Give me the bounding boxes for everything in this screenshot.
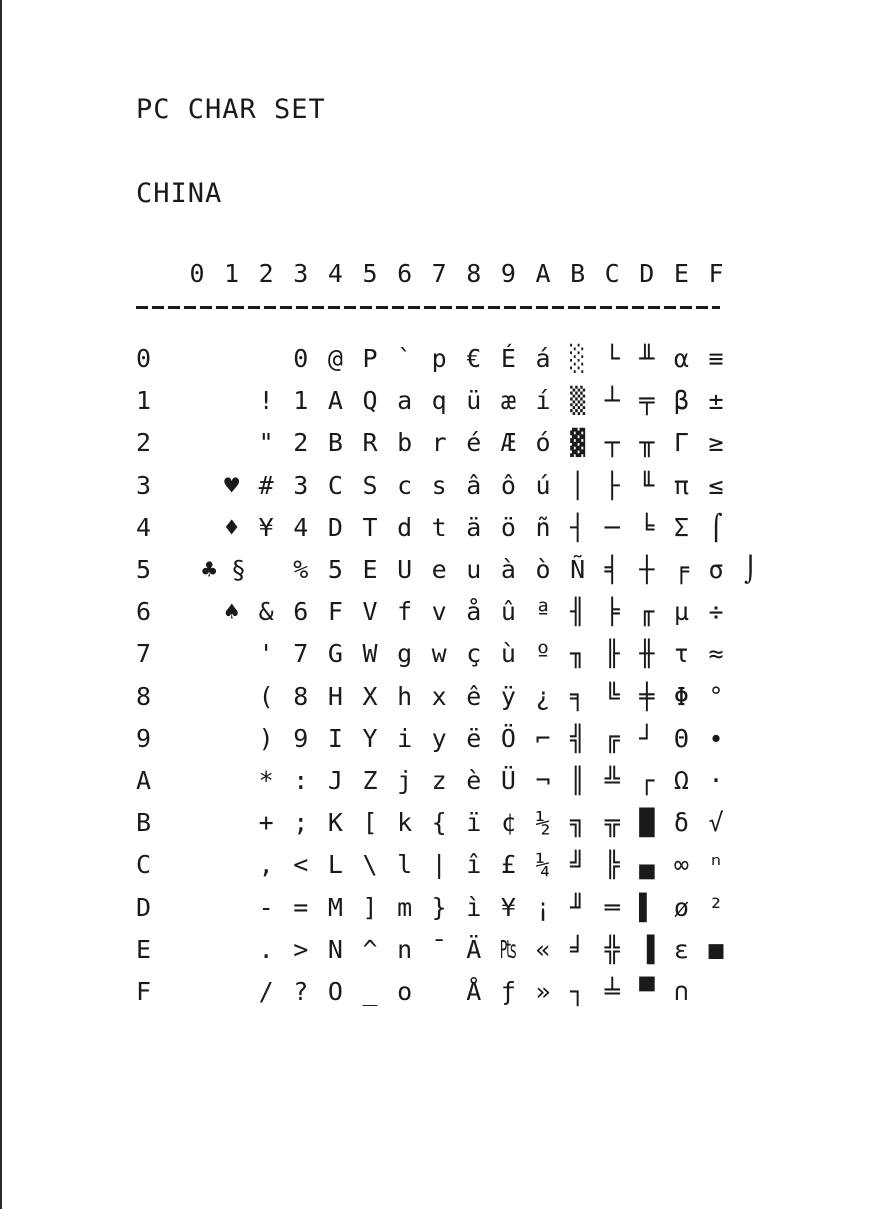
char-cell: δ [673,808,689,838]
char-cell: ┼ [639,555,655,584]
row-label-C: C [136,850,152,880]
row-label-F: F [136,977,152,1006]
char-cell: - [258,892,274,922]
header-divider [136,306,720,311]
char-cell: ½ [535,808,551,838]
char-cell: ╣ [570,723,586,753]
char-cell: Ä [466,934,482,964]
char-cell: 7 [293,639,309,669]
char-cell: ╛ [570,934,586,964]
column-header-F: F [708,259,724,288]
char-cell: ▐ [639,934,655,964]
char-cell: 2 [293,428,309,458]
char-cell: â [466,470,482,500]
char-cell: » [535,977,551,1006]
row-label-8: 8 [136,681,152,711]
char-cell: w [431,639,447,669]
char-cell: x [431,681,447,711]
char-cell: % [293,555,309,584]
char-cell: █ [639,808,655,838]
char-cell: ƒ [500,977,516,1006]
char-cell: ! [258,386,274,416]
char-cell: ª [535,597,551,627]
char-cell: ≈ [708,639,724,669]
char-cell: ╦ [604,808,620,838]
row-label-9: 9 [136,723,152,753]
char-cell: B [327,428,343,458]
char-cell: ╜ [570,892,586,922]
char-cell: ♣ [201,555,217,584]
char-cell: m [397,892,413,922]
char-cell: i [397,723,413,753]
char-cell: 1 [293,386,309,416]
char-cell: è [466,766,482,795]
char-cell: ó [535,428,551,458]
char-cell: ┴ [604,386,620,416]
char-cell: Z [362,766,378,795]
char-cell: ╧ [604,977,620,1006]
char-cell: ╗ [570,808,586,838]
char-cell: ä [466,512,482,542]
char-cell: σ [708,555,724,584]
char-cell: J [327,766,343,795]
char-cell: ▒ [570,386,586,416]
char-cell: ê [466,681,482,711]
char-cell: √ [708,808,724,838]
row-label-6: 6 [136,597,152,627]
char-cell: g [397,639,413,669]
page-edge-line [0,0,2,1209]
row-label-B: B [136,808,152,838]
column-header-B: B [570,259,586,288]
char-cell: ░ [570,344,586,373]
char-cell: ╤ [639,386,655,416]
char-cell: ╨ [639,344,655,373]
char-cell: < [293,850,309,880]
char-cell: ┌ [639,766,655,795]
char-cell: ` [397,344,413,373]
page-title: PC CHAR SET [136,94,326,125]
char-cell: & [258,597,274,627]
char-cell: ⌠ [708,512,724,542]
row-label-D: D [136,892,152,922]
char-cell: ∙ [708,723,724,753]
char-cell: ¯ [431,934,447,964]
char-cell: ; [293,808,309,838]
char-cell: P [362,344,378,373]
char-cell: h [397,681,413,711]
char-cell: ╞ [604,597,620,627]
char-cell: Ω [673,766,689,795]
char-cell: ¼ [535,850,551,880]
char-cell: í [535,386,551,416]
char-cell: ü [466,386,482,416]
row-label-2: 2 [136,428,152,458]
char-cell: · [708,766,724,795]
char-cell: " [258,428,274,458]
char-cell: a [397,386,413,416]
char-cell: : [293,766,309,795]
char-cell: Θ [673,723,689,753]
column-header-A: A [535,259,551,288]
char-cell: ╖ [570,639,586,669]
char-cell: k [397,808,413,838]
char-cell: 0 [293,344,309,373]
char-cell: ≥ [708,428,724,458]
char-cell: ç [466,639,482,669]
row-label-0: 0 [136,344,152,373]
char-cell: ╓ [639,597,655,627]
char-cell: « [535,934,551,964]
char-cell: > [293,934,309,964]
char-cell: ╝ [570,850,586,880]
char-cell: p [431,344,447,373]
char-cell: τ [673,639,689,669]
char-cell: ⁿ [708,850,724,880]
char-cell: Φ [673,681,689,711]
char-cell: α [673,344,689,373]
char-cell: Q [362,386,378,416]
char-cell: ( [258,681,274,711]
char-cell: Å [466,977,482,1006]
char-cell: O [327,977,343,1006]
char-cell: _ [362,977,378,1006]
char-cell: º [535,639,551,669]
char-cell: b [397,428,413,458]
char-cell: € [466,344,482,373]
char-cell: É [500,344,516,373]
char-cell: W [362,639,378,669]
char-cell: A [327,386,343,416]
char-cell: 3 [293,470,309,500]
char-cell: ─ [604,512,620,542]
char-cell: û [500,597,516,627]
char-cell: ╫ [639,639,655,669]
char-cell: ] [362,892,378,922]
column-header-5: 5 [362,259,378,288]
char-cell: , [258,850,274,880]
char-cell: ⌡ [743,555,759,584]
char-cell: L [327,850,343,880]
char-cell: V [362,597,378,627]
char-cell: v [431,597,447,627]
char-cell: ε [673,934,689,964]
char-cell: ô [500,470,516,500]
char-cell: t [431,512,447,542]
char-cell: ┬ [604,428,620,458]
char-cell: U [397,555,413,584]
char-cell: ╥ [639,428,655,458]
char-cell: [ [362,808,378,838]
char-cell: y [431,723,447,753]
char-cell: ╙ [639,470,655,500]
char-cell: ¥ [500,892,516,922]
char-cell: ÷ [708,597,724,627]
char-cell: ╢ [570,597,586,627]
char-cell: | [431,850,447,880]
char-cell: ^ [362,934,378,964]
char-cell: ² [708,892,724,922]
char-cell: ═ [604,892,620,922]
column-header-8: 8 [466,259,482,288]
char-cell: ▄ [639,850,655,880]
char-cell: ┐ [570,977,586,1006]
char-cell: ¥ [258,512,274,542]
char-cell: s [431,470,447,500]
row-label-3: 3 [136,470,152,500]
char-cell: ┤ [570,512,586,542]
char-cell: ▌ [639,892,655,922]
char-cell: ? [293,977,309,1006]
char-cell: ╒ [673,555,689,584]
row-label-1: 1 [136,386,152,416]
char-cell: E [362,555,378,584]
char-cell: R [362,428,378,458]
char-cell: Y [362,723,378,753]
column-header-C: C [604,259,620,288]
char-cell: î [466,850,482,880]
char-cell: ▀ [639,977,655,1006]
char-cell: j [397,766,413,795]
char-cell: M [327,892,343,922]
char-cell: ╡ [604,555,620,584]
char-cell: ë [466,723,482,753]
char-cell: µ [673,597,689,627]
char-cell: ¿ [535,681,551,711]
char-cell: Σ [673,512,689,542]
char-cell: ╚ [604,681,620,711]
column-header-2: 2 [258,259,274,288]
char-cell: ∩ [673,977,689,1006]
column-header-4: 4 [327,259,343,288]
column-header-7: 7 [431,259,447,288]
column-header-6: 6 [397,259,413,288]
char-cell: ╠ [604,850,620,880]
char-cell: + [258,808,274,838]
char-cell: ♥ [224,470,240,500]
char-cell: ₧ [500,934,516,964]
char-cell: r [431,428,447,458]
char-cell: = [293,892,309,922]
char-cell: Æ [500,428,516,458]
char-cell: ╕ [570,681,586,711]
char-cell: ù [500,639,516,669]
char-cell: K [327,808,343,838]
char-cell: I [327,723,343,753]
char-cell: ⌐ [535,723,551,753]
char-cell: ú [535,470,551,500]
char-cell: D [327,512,343,542]
char-cell: é [466,428,482,458]
char-cell: ' [258,639,274,669]
char-cell: ╔ [604,723,620,753]
char-cell: Γ [673,428,689,458]
char-cell: 4 [293,512,309,542]
row-label-E: E [136,934,152,964]
char-cell: Ö [500,723,516,753]
column-header-3: 3 [293,259,309,288]
char-cell: Ñ [570,555,586,584]
char-cell: ò [535,555,551,584]
char-cell: e [431,555,447,584]
char-cell: æ [500,386,516,416]
char-cell: ╩ [604,766,620,795]
char-cell: £ [500,850,516,880]
char-cell: } [431,892,447,922]
char-cell: ♦ [224,512,240,542]
char-cell: 5 [327,555,343,584]
char-cell: { [431,808,447,838]
char-cell: u [466,555,482,584]
char-cell: c [397,470,413,500]
char-cell: T [362,512,378,542]
char-cell: ° [708,681,724,711]
char-cell: ■ [708,934,724,964]
char-cell: ▓ [570,428,586,458]
char-cell: z [431,766,447,795]
char-cell: / [258,977,274,1006]
char-cell: F [327,597,343,627]
char-cell: l [397,850,413,880]
char-cell: ≡ [708,344,724,373]
char-cell: C [327,470,343,500]
row-label-7: 7 [136,639,152,669]
char-cell: ≤ [708,470,724,500]
char-cell: ¬ [535,766,551,795]
char-cell: ║ [570,766,586,795]
char-cell: \ [362,850,378,880]
char-cell: q [431,386,447,416]
char-cell: ┘ [639,723,655,753]
char-cell: ¢ [500,808,516,838]
char-cell: ∞ [673,850,689,880]
char-cell: à [500,555,516,584]
row-label-4: 4 [136,512,152,542]
char-cell: ¡ [535,892,551,922]
char-cell: ï [466,808,482,838]
char-cell: ì [466,892,482,922]
char-cell: X [362,681,378,711]
char-cell: * [258,766,274,795]
char-cell: N [327,934,343,964]
char-cell: ñ [535,512,551,542]
column-header-D: D [639,259,655,288]
char-cell: ÿ [500,681,516,711]
char-cell: § [230,555,247,584]
char-cell: Ü [500,766,516,795]
char-cell: ± [708,386,724,416]
char-cell: n [397,934,413,964]
char-cell: f [397,597,413,627]
char-cell: │ [570,470,586,500]
row-label-5: 5 [136,555,152,584]
column-header-9: 9 [500,259,516,288]
column-header-0: 0 [189,259,205,288]
char-cell: ╘ [639,512,655,542]
char-cell: ♠ [224,597,240,627]
char-cell: 9 [293,723,309,753]
char-cell: ╪ [639,681,655,711]
char-cell: └ [604,344,620,373]
char-cell: ╬ [604,934,620,964]
row-label-A: A [136,766,152,795]
char-cell: π [673,470,689,500]
region-label: CHINA [136,178,223,209]
char-cell: G [327,639,343,669]
char-cell: d [397,512,413,542]
char-cell: o [397,977,413,1006]
char-cell: 8 [293,681,309,711]
column-header-E: E [673,259,689,288]
char-cell: á [535,344,551,373]
char-cell: H [327,681,343,711]
char-cell: ╟ [604,639,620,669]
char-cell: ø [673,892,689,922]
char-cell: β [673,386,689,416]
column-header-1: 1 [224,259,240,288]
char-cell: . [258,934,274,964]
char-cell: # [258,470,274,500]
char-cell: å [466,597,482,627]
char-cell: S [362,470,378,500]
char-cell: ) [258,723,274,753]
char-cell: 6 [293,597,309,627]
char-cell: @ [327,344,343,373]
char-cell: ├ [604,470,620,500]
char-cell: ö [500,512,516,542]
